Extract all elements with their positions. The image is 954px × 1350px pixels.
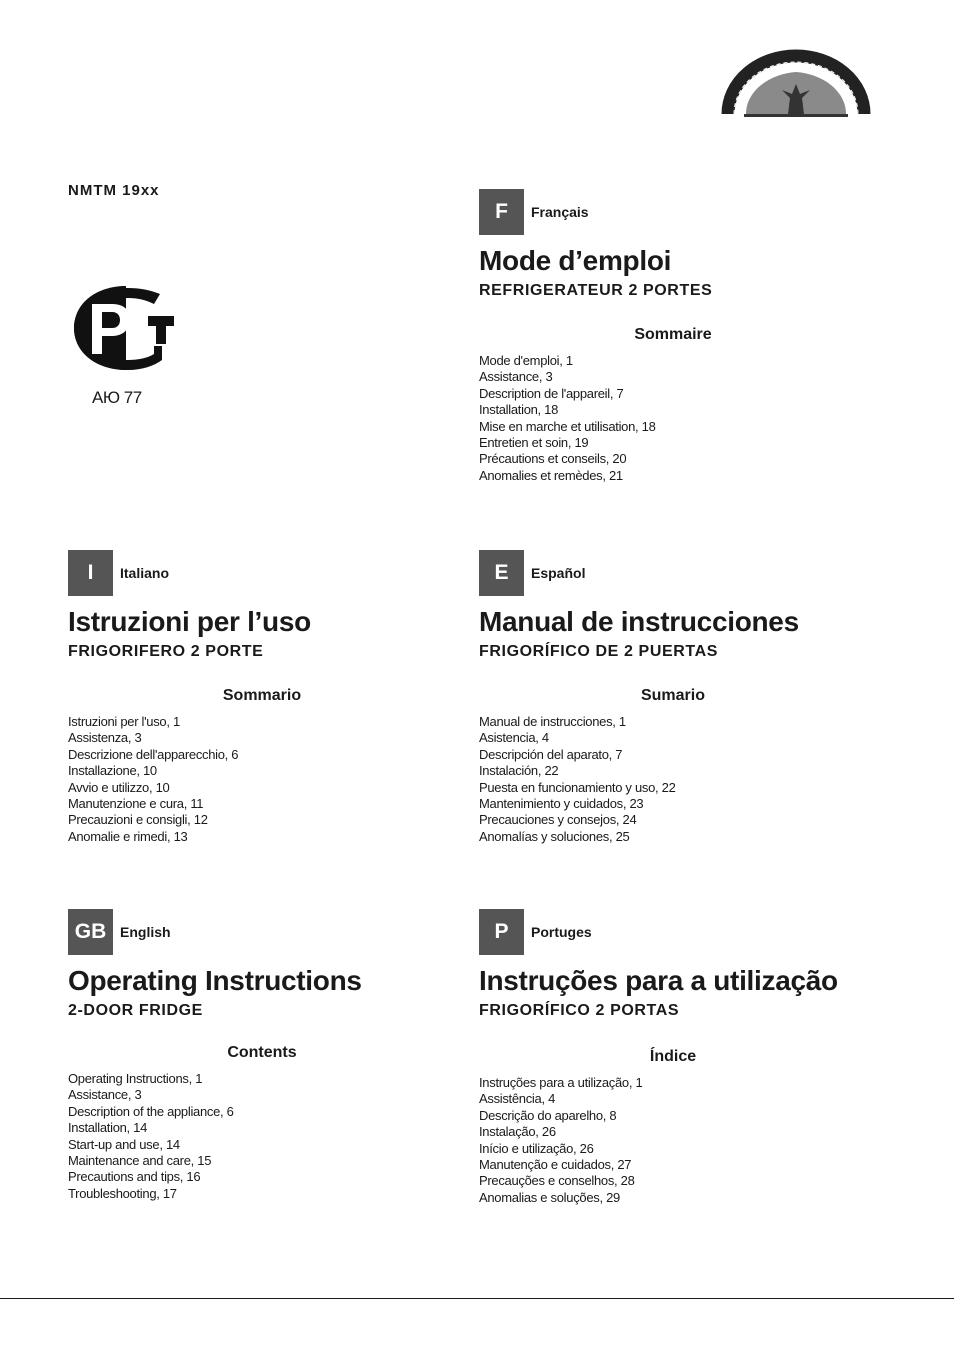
toc-item: Descripción del aparato, 7 [479,746,623,762]
toc-item: Mise en marche et utilisation, 18 [479,418,656,434]
toc-item: Troubleshooting, 17 [68,1185,177,1201]
toc-item: Assistance, 3 [68,1087,142,1103]
toc-item: Avvio e utilizzo, 10 [68,779,170,795]
document-title: Instruções para a utilização [479,965,838,996]
toc-item: Assistenza, 3 [68,730,142,746]
toc-item: Istruzioni per l'uso, 1 [68,714,180,729]
toc-item: Manutenzione e cura, 11 [68,796,204,812]
table-of-contents [479,1075,899,1206]
toc-item: Assistência, 4 [479,1091,556,1107]
toc-item: Precauzioni e consigli, 12 [68,812,208,828]
toc-item: Description de l'appareil, 7 [479,385,624,401]
toc-item: Manual de instrucciones, 1 [479,714,626,729]
toc-item: Anomalias e soluções, 29 [479,1189,620,1205]
language-name: Français [531,204,589,220]
product-subtitle: 2-DOOR FRIDGE [68,1002,203,1019]
document-title: Manual de instrucciones [479,606,799,637]
product-subtitle: FRIGORIFERO 2 PORTE [68,643,264,660]
language-code-badge: E [479,550,524,596]
document-title: Mode d’emploi [479,245,672,276]
document-title: Istruzioni per l’uso [68,606,311,637]
toc-item: Description of the appliance, 6 [68,1103,234,1119]
language-code-badge: I [68,550,113,596]
toc-item: Instalación, 22 [479,763,559,779]
language-header [479,909,899,955]
table-of-contents [68,1071,488,1202]
toc-item: Anomalías y soluciones, 25 [479,828,630,844]
language-header [479,550,899,596]
language-name: Portuges [531,924,592,940]
toc-item: Descrizione dell'apparecchio, 6 [68,746,239,762]
toc-item: Anomalies et remèdes, 21 [479,467,623,483]
section-english [68,909,488,1202]
toc-heading: Contents [227,1044,297,1061]
language-header [68,909,488,955]
toc-item: Anomalie e rimedi, 13 [68,828,188,844]
toc-heading: Sommaire [634,326,712,343]
toc-item: Assistance, 3 [479,369,553,385]
table-of-contents [479,714,899,845]
toc-heading: Sommario [222,687,302,704]
product-subtitle: REFRIGERATEUR 2 PORTES [479,282,713,299]
section-portuguese [479,909,899,1206]
certification-code: АЮ 77 [92,388,142,407]
toc-item: Precautions and tips, 16 [68,1169,201,1185]
toc-item: Installazione, 10 [68,763,157,779]
gost-certification-logo [70,282,176,374]
toc-item: Início e utilização, 26 [479,1140,594,1156]
toc-item: Operating Instructions, 1 [68,1071,203,1086]
document-title: Operating Instructions [68,965,362,996]
language-name: Español [531,565,586,581]
section-spanish [479,550,899,845]
language-header [479,189,899,235]
toc-item: Mode d'emploi, 1 [479,353,573,368]
model-number: NMTM 19xx [68,182,160,199]
language-name: English [120,924,171,940]
toc-item: Précautions et conseils, 20 [479,451,627,467]
toc-item: Descrição do aparelho, 8 [479,1107,617,1123]
section-french [479,189,899,484]
language-code-badge: P [479,909,524,955]
toc-item: Manutenção e cuidados, 27 [479,1157,632,1173]
table-of-contents [68,714,488,845]
toc-item: Instalação, 26 [479,1124,556,1140]
toc-item: Maintenance and care, 15 [68,1153,212,1169]
toc-item: Start-up and use, 14 [68,1136,180,1152]
footer-rule [0,1298,954,1299]
toc-item: Installation, 18 [479,402,559,418]
section-italian [68,550,488,845]
table-of-contents [479,353,899,484]
product-subtitle: FRIGORÍFICO DE 2 PUERTAS [479,643,719,660]
cfc-free-tree-logo [718,44,874,120]
language-name: Italiano [120,565,170,581]
toc-item: Entretien et soin, 19 [479,435,589,451]
toc-item: Asistencia, 4 [479,730,549,746]
toc-item: Installation, 14 [68,1120,148,1136]
language-code-badge: F [479,189,524,235]
toc-heading: Sumario [640,687,705,704]
toc-item: Instruções para a utilização, 1 [479,1075,643,1090]
language-header [68,550,488,596]
product-subtitle: FRIGORÍFICO 2 PORTAS [479,1002,680,1019]
toc-item: Precauções e conselhos, 28 [479,1173,635,1189]
toc-item: Mantenimiento y cuidados, 23 [479,796,644,812]
toc-heading: Índice [649,1048,697,1065]
language-code-badge: GB [68,909,113,955]
toc-item: Puesta en funcionamiento y uso, 22 [479,779,676,795]
toc-item: Precauciones y consejos, 24 [479,812,637,828]
